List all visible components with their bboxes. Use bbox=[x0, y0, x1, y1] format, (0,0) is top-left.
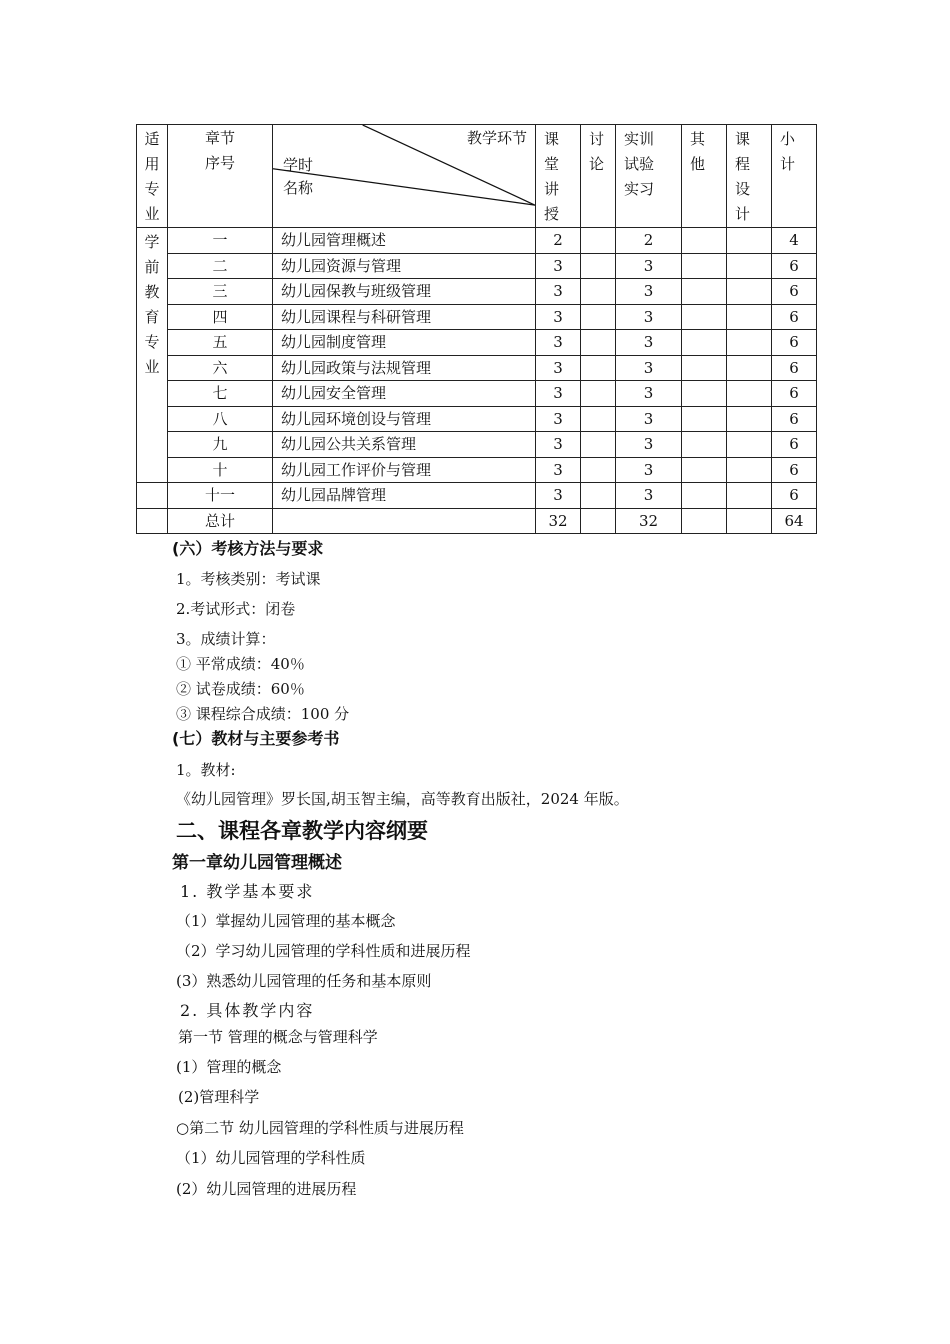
header-other: 其他 bbox=[682, 125, 727, 228]
chapter-no: 九 bbox=[168, 432, 273, 458]
table-row bbox=[137, 406, 817, 432]
assessment-item: ③ 课程综合成绩：100 分 bbox=[176, 705, 350, 723]
chapter-no: 十一 bbox=[168, 483, 273, 509]
discussion-hours bbox=[581, 330, 616, 356]
chapter-no: 三 bbox=[168, 279, 273, 305]
subtotal-hours: 6 bbox=[772, 355, 817, 381]
practice-hours: 3 bbox=[616, 355, 682, 381]
discussion-hours bbox=[581, 304, 616, 330]
practice-hours: 3 bbox=[616, 406, 682, 432]
subtotal-hours: 6 bbox=[772, 330, 817, 356]
practice-hours: 3 bbox=[616, 483, 682, 509]
table-row bbox=[137, 279, 817, 305]
table-row bbox=[137, 432, 817, 458]
chapter-title: 第一章幼儿园管理概述 bbox=[172, 853, 342, 873]
other-hours bbox=[682, 457, 727, 483]
chapter-name: 幼儿园课程与科研管理 bbox=[273, 304, 536, 330]
other-hours bbox=[682, 304, 727, 330]
discussion-hours bbox=[581, 483, 616, 509]
header-course-design: 课程设计 bbox=[727, 125, 772, 228]
textbook-label: 1。教材: bbox=[176, 761, 236, 779]
table-row bbox=[137, 253, 817, 279]
design-hours bbox=[727, 330, 772, 356]
chapter-no: 四 bbox=[168, 304, 273, 330]
chapter-no: 五 bbox=[168, 330, 273, 356]
practice-hours: 3 bbox=[616, 381, 682, 407]
subtotal-hours: 6 bbox=[772, 381, 817, 407]
lecture-hours: 2 bbox=[536, 228, 581, 254]
table-row bbox=[137, 330, 817, 356]
header-hours: 学时 bbox=[283, 156, 314, 174]
requirement-item: （1）掌握幼儿园管理的基本概念 bbox=[176, 912, 396, 930]
chapter-name: 幼儿园品牌管理 bbox=[273, 483, 536, 509]
requirements-heading: 1. 教学基本要求 bbox=[180, 882, 315, 901]
subtotal-hours: 6 bbox=[772, 457, 817, 483]
lecture-hours: 3 bbox=[536, 253, 581, 279]
header-practice: 实训试验实习 bbox=[616, 125, 682, 228]
header-chapter-no: 章节序号 bbox=[168, 125, 273, 228]
lecture-hours: 3 bbox=[536, 406, 581, 432]
chapter-no: 一 bbox=[168, 228, 273, 254]
table-row bbox=[137, 381, 817, 407]
content-item: （1）幼儿园管理的学科性质 bbox=[176, 1149, 366, 1167]
assessment-item: 1。考核类别：考试课 bbox=[176, 570, 321, 588]
discussion-hours bbox=[581, 228, 616, 254]
chapter-name: 幼儿园制度管理 bbox=[273, 330, 536, 356]
subtotal-hours: 4 bbox=[772, 228, 817, 254]
design-hours bbox=[727, 432, 772, 458]
design-hours bbox=[727, 483, 772, 509]
discussion-hours bbox=[581, 253, 616, 279]
table-row bbox=[137, 304, 817, 330]
total-other-hours bbox=[682, 508, 727, 534]
major-empty-cell bbox=[137, 508, 168, 534]
total-lecture-hours: 32 bbox=[536, 508, 581, 534]
requirement-item: (3）熟悉幼儿园管理的任务和基本原则 bbox=[176, 972, 432, 990]
chapter-name: 幼儿园安全管理 bbox=[273, 381, 536, 407]
lecture-hours: 3 bbox=[536, 432, 581, 458]
table-row bbox=[137, 355, 817, 381]
total-design-hours bbox=[727, 508, 772, 534]
other-hours bbox=[682, 381, 727, 407]
lecture-hours: 3 bbox=[536, 330, 581, 356]
assessment-heading: (六）考核方法与要求 bbox=[172, 539, 324, 558]
discussion-hours bbox=[581, 381, 616, 407]
subtotal-hours: 6 bbox=[772, 253, 817, 279]
practice-hours: 3 bbox=[616, 432, 682, 458]
subtotal-hours: 6 bbox=[772, 304, 817, 330]
textbook-entry: 《幼儿园管理》罗长国,胡玉智主编，高等教育出版社，2024 年版。 bbox=[176, 790, 629, 808]
subtotal-hours: 6 bbox=[772, 279, 817, 305]
total-name-empty bbox=[273, 508, 536, 534]
header-diagonal-cell bbox=[273, 125, 536, 228]
design-hours bbox=[727, 406, 772, 432]
total-hours: 64 bbox=[772, 508, 817, 534]
practice-hours: 3 bbox=[616, 279, 682, 305]
discussion-hours bbox=[581, 457, 616, 483]
assessment-item: ① 平常成绩：40％ bbox=[176, 655, 305, 673]
other-hours bbox=[682, 483, 727, 509]
other-hours bbox=[682, 432, 727, 458]
practice-hours: 3 bbox=[616, 253, 682, 279]
practice-hours: 3 bbox=[616, 457, 682, 483]
subtotal-hours: 6 bbox=[772, 406, 817, 432]
assessment-item: 3。成绩计算： bbox=[176, 630, 276, 648]
discussion-hours bbox=[581, 406, 616, 432]
discussion-hours bbox=[581, 355, 616, 381]
practice-hours: 3 bbox=[616, 330, 682, 356]
chapter-no: 八 bbox=[168, 406, 273, 432]
lecture-hours: 3 bbox=[536, 457, 581, 483]
total-practice-hours: 32 bbox=[616, 508, 682, 534]
chapter-no: 二 bbox=[168, 253, 273, 279]
content-item: 第一节 管理的概念与管理科学 bbox=[178, 1028, 378, 1046]
total-label: 总计 bbox=[168, 508, 273, 534]
chapter-name: 幼儿园公共关系管理 bbox=[273, 432, 536, 458]
textbook-heading: (七）教材与主要参考书 bbox=[172, 729, 340, 748]
header-name: 名称 bbox=[283, 179, 314, 197]
content-item: (2）幼儿园管理的进展历程 bbox=[176, 1180, 357, 1198]
discussion-hours bbox=[581, 279, 616, 305]
chapter-name: 幼儿园资源与管理 bbox=[273, 253, 536, 279]
practice-hours: 3 bbox=[616, 304, 682, 330]
content-item: (2)管理科学 bbox=[178, 1088, 260, 1106]
header-major: 适用专业 bbox=[137, 125, 168, 228]
chapter-name: 幼儿园政策与法规管理 bbox=[273, 355, 536, 381]
total-discussion-hours bbox=[581, 508, 616, 534]
requirement-item: （2）学习幼儿园管理的学科性质和进展历程 bbox=[176, 942, 471, 960]
design-hours bbox=[727, 457, 772, 483]
major-group-cell: 学前教育专业 bbox=[137, 228, 168, 483]
chapter-no: 六 bbox=[168, 355, 273, 381]
other-hours bbox=[682, 228, 727, 254]
lecture-hours: 3 bbox=[536, 304, 581, 330]
design-hours bbox=[727, 304, 772, 330]
major-empty-cell bbox=[137, 483, 168, 509]
other-hours bbox=[682, 330, 727, 356]
table-row bbox=[137, 457, 817, 483]
assessment-item: 2.考试形式：闭卷 bbox=[176, 600, 296, 618]
chapter-name: 幼儿园管理概述 bbox=[273, 228, 536, 254]
lecture-hours: 3 bbox=[536, 355, 581, 381]
design-hours bbox=[727, 355, 772, 381]
design-hours bbox=[727, 279, 772, 305]
other-hours bbox=[682, 355, 727, 381]
course-hours-table bbox=[136, 124, 817, 534]
content-item: ○第二节 幼儿园管理的学科性质与进展历程 bbox=[176, 1119, 464, 1137]
outline-heading: 二、课程各章教学内容纲要 bbox=[176, 819, 428, 843]
design-hours bbox=[727, 228, 772, 254]
header-discussion: 讨论 bbox=[581, 125, 616, 228]
table-row bbox=[137, 228, 817, 254]
chapter-name: 幼儿园环境创设与管理 bbox=[273, 406, 536, 432]
lecture-hours: 3 bbox=[536, 279, 581, 305]
table-row bbox=[137, 483, 817, 509]
subtotal-hours: 6 bbox=[772, 483, 817, 509]
lecture-hours: 3 bbox=[536, 483, 581, 509]
design-hours bbox=[727, 253, 772, 279]
header-lecture: 课堂讲授 bbox=[536, 125, 581, 228]
practice-hours: 2 bbox=[616, 228, 682, 254]
other-hours bbox=[682, 253, 727, 279]
chapter-name: 幼儿园保教与班级管理 bbox=[273, 279, 536, 305]
header-subtotal: 小计 bbox=[772, 125, 817, 228]
chapter-name: 幼儿园工作评价与管理 bbox=[273, 457, 536, 483]
design-hours bbox=[727, 381, 772, 407]
discussion-hours bbox=[581, 432, 616, 458]
chapter-no: 十 bbox=[168, 457, 273, 483]
other-hours bbox=[682, 406, 727, 432]
lecture-hours: 3 bbox=[536, 381, 581, 407]
subtotal-hours: 6 bbox=[772, 432, 817, 458]
other-hours bbox=[682, 279, 727, 305]
content-heading: 2. 具体教学内容 bbox=[180, 1001, 315, 1020]
table-total-row bbox=[137, 508, 817, 534]
content-item: (1）管理的概念 bbox=[176, 1058, 282, 1076]
header-teaching-phase: 教学环节 bbox=[466, 129, 527, 147]
assessment-item: ② 试卷成绩：60％ bbox=[176, 680, 305, 698]
chapter-no: 七 bbox=[168, 381, 273, 407]
table-header-row bbox=[137, 125, 817, 228]
